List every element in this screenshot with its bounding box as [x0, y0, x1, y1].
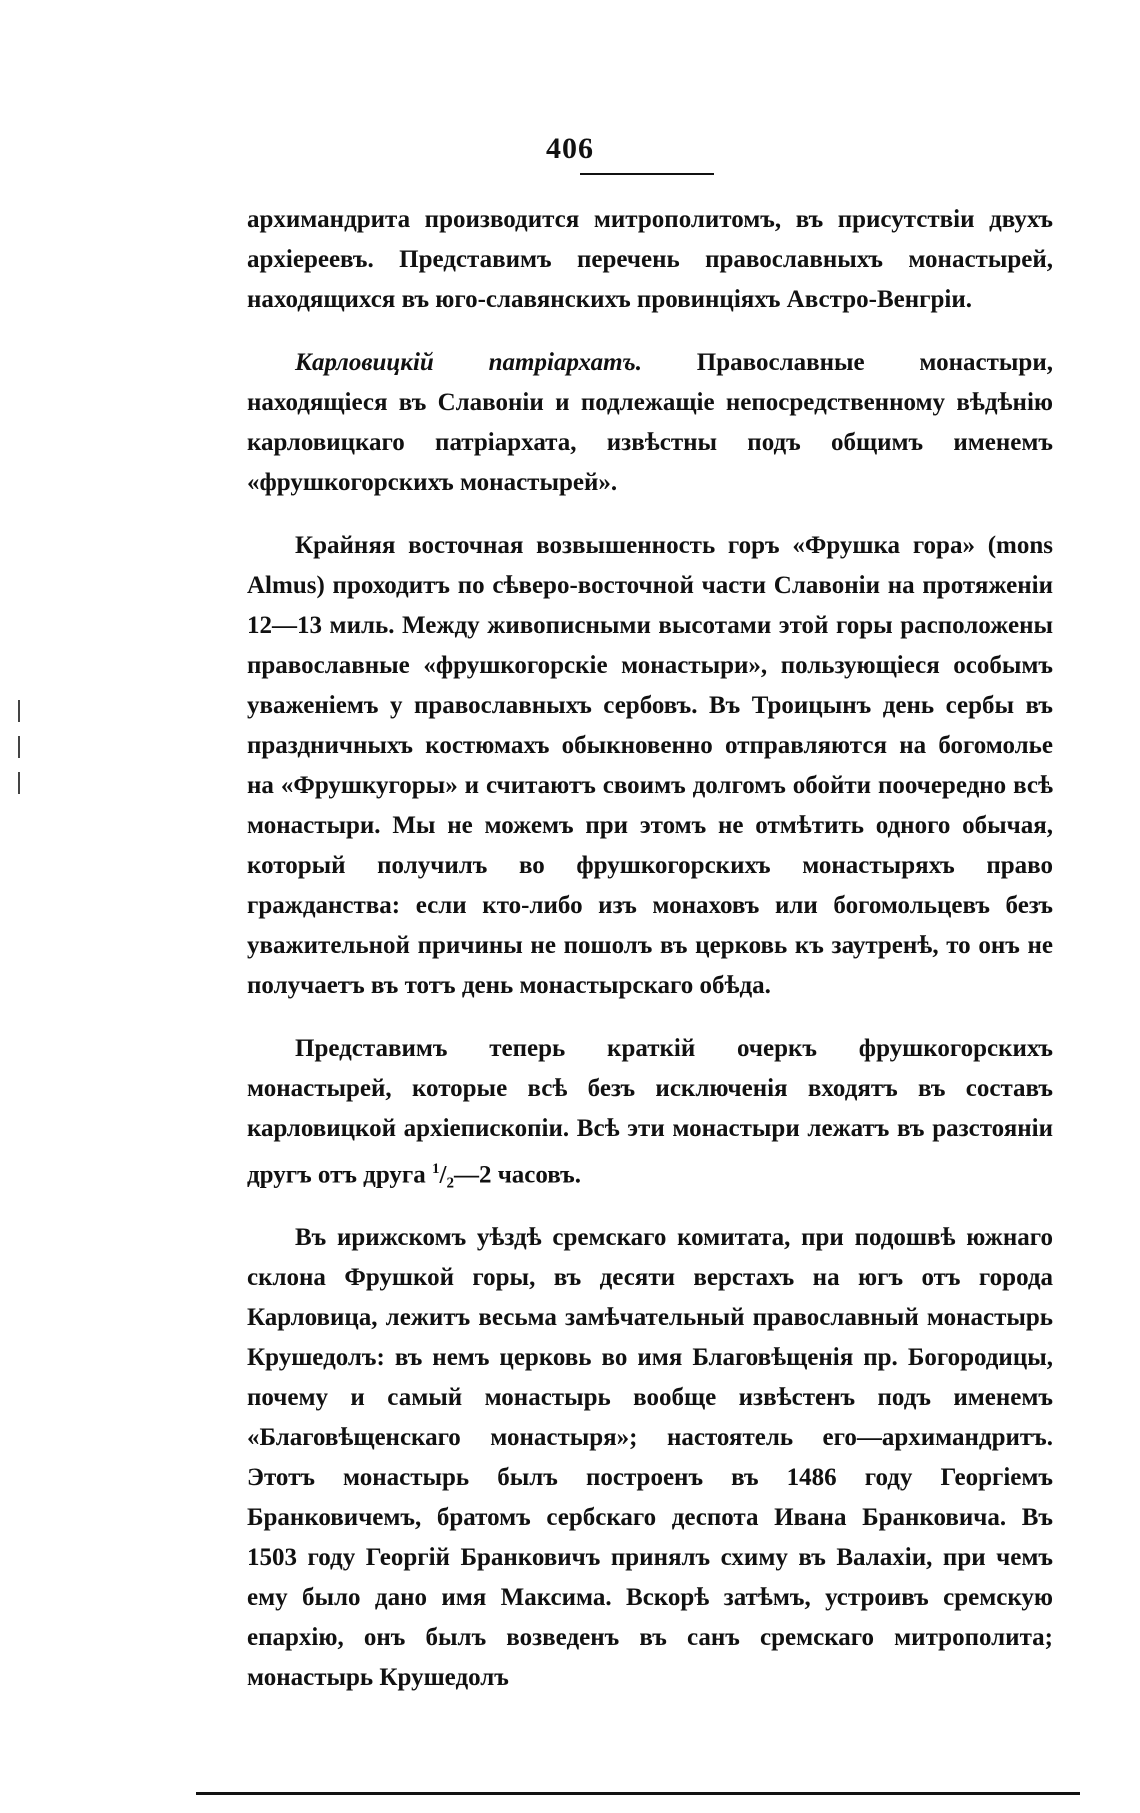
margin-mark	[18, 772, 20, 794]
paragraph-2	[247, 343, 1053, 503]
body-text	[247, 200, 1053, 1721]
margin-mark	[18, 736, 20, 758]
paragraph-5-text: Въ ирижскомъ уѣздѣ сремскаго комитата, при подошвѣ южнаго склона Фрушкой горы, въ десяти верстахъ на югъ отъ города Карловица, лежитъ весьма замѣчательный православный монастырь Крушедолъ: въ немъ церковь во имя Благовѣщенія пр. Богородицы, почему и самый монастырь вообще извѣстенъ подъ именемъ «Благовѣщенскаго монастыря»; настоятель его—архимандритъ. Этотъ монастырь былъ построенъ въ 1486 году Георгіемъ Бранковичемъ, братомъ сербскаго деспота Ивана Бранковича. Въ 1503 году Георгій Бранковичъ принялъ схиму въ Валахіи, при чемъ ему было дано имя Максима. Вскорѣ затѣмъ, устроивъ сремскую епархію, онъ былъ возведенъ въ санъ сремскаго митрополита; монастырь Крушедолъ	[247, 1224, 1053, 1692]
section-heading: Карловицкій патріархатъ.	[295, 349, 642, 376]
paragraph-4-text-after: /₂—2 часовъ.	[439, 1161, 581, 1189]
paragraph-4	[247, 1029, 1053, 1195]
fraction-numerator: 1	[432, 1161, 440, 1177]
page-bottom-rule	[196, 1792, 1080, 1795]
page-number: 406	[546, 132, 594, 165]
paragraph-2-text: Православные монастыри, находящіеся въ Славоніи и подлежащіе непосредственному вѣдѣнію карловицкаго патріархата, извѣстны подъ общимъ именемъ «фрушкогорскихъ монастырей».	[247, 349, 1053, 496]
margin-mark	[18, 700, 20, 722]
paragraph-1	[247, 200, 1053, 320]
page-number-underline	[580, 173, 714, 175]
paragraph-1-text: архимандрита производится митрополитомъ, въ присутствіи двухъ архіереевъ. Представимъ перечень православныхъ монастырей, находящихся въ юго-славянскихъ провинціяхъ Австро-Венгріи.	[247, 206, 1053, 313]
paragraph-3-text: Крайняя восточная возвышенность горъ «Фрушка гора» (mons Almus) проходитъ по сѣверо-восточной части Славоніи на протяженіи 12—13 миль. Между живописными высотами этой горы расположены православные «фрушкогорскіе монастыри», пользующіеся особымъ уваженіемъ у православныхъ сербовъ. Въ Троицынъ день сербы въ праздничныхъ костюмахъ обыкновенно отправляются на богомолье на «Фрушкугоры» и считаютъ своимъ долгомъ обойти поочередно всѣ монастыри. Мы не можемъ при этомъ не отмѣтить одного обычая, который получилъ во фрушкогорскихъ монастыряхъ право гражданства: если кто-либо изъ монаховъ или богомольцевъ безъ уважительной причины не пошолъ въ церковь къ заутренѣ, то онъ не получаетъ въ тотъ день монастырскаго обѣда.	[247, 532, 1053, 999]
paragraph-4-text: Представимъ теперь краткій очеркъ фрушкогорскихъ монастырей, которые всѣ безъ исключенія входятъ въ составъ карловицкой архіепископіи. Всѣ эти монастыри лежатъ въ разстояніи другъ отъ друга	[247, 1035, 1053, 1189]
paragraph-3	[247, 526, 1053, 1006]
paragraph-5	[247, 1218, 1053, 1698]
